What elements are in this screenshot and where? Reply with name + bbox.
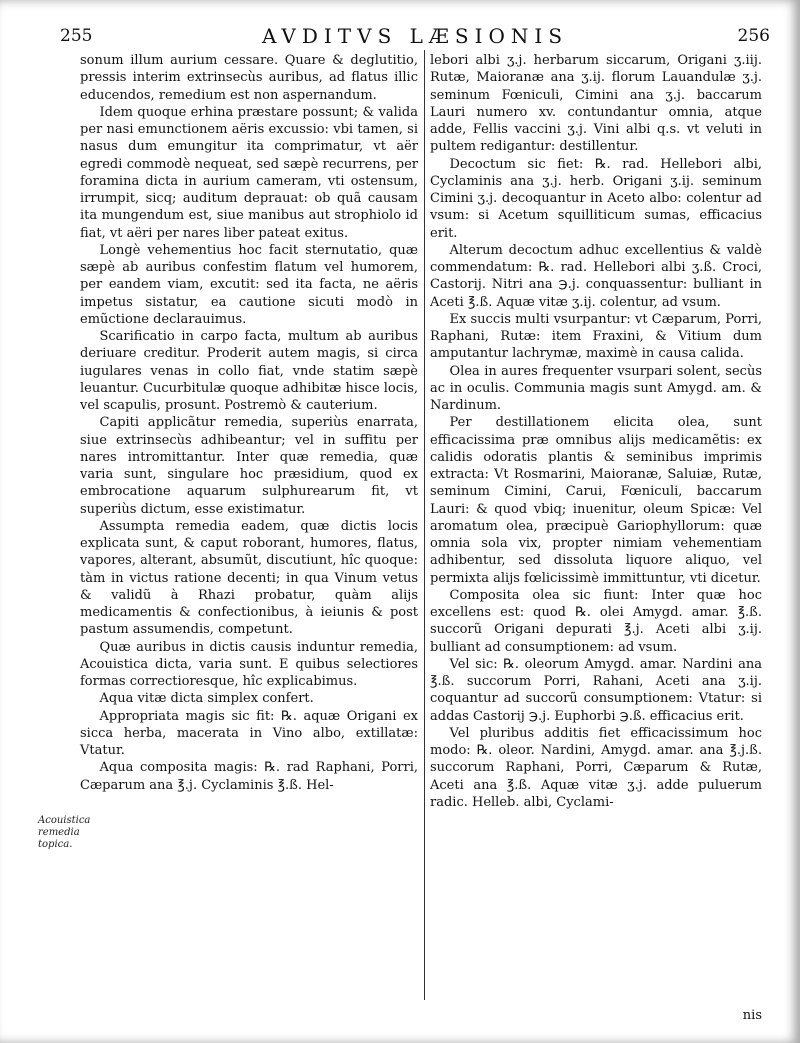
paragraph: Alterum decoctum adhuc excellentius & valdè commendatum: ℞. rad. Hellebori albi ʒ.ß. Croci, Castorij. Nitri ana ℈.j. conquassentur: bulliant in Aceti ℥.ß. Aquæ vitæ ʒ.ij. colentur, ad vsum.: [430, 242, 762, 310]
paragraph: Composita olea sic fiunt: Inter quæ hoc excellens est: quod ℞. olei Amygd. amar. ℥.ß. succorũ Origani depurati ℥.j. Aceti albi ʒ.ij. bulliant ad consumptionem: ad vsum.: [430, 587, 762, 655]
page-number-right: 256: [737, 26, 770, 46]
paragraph: Longè vehementius hoc facit sternutatio, quæ sæpè ab auribus confestim flatum vel humorem, per eandem viam, excutit: sed ita facta, ne aëris impetus sistatur, ea cautione sicuti modò in emũctione declarauimus.: [80, 242, 418, 327]
catchword: nis: [742, 1008, 762, 1023]
running-title: AVDITVS LÆSIONIS: [261, 24, 569, 48]
paragraph: Quæ auribus in dictis causis induntur remedia, Acouistica dicta, varia sunt. E quibus selectiores formas correctioresque, hîc explicabimus.: [80, 639, 418, 689]
paragraph: Vel pluribus additis fiet efficacissimum hoc modo: ℞. oleor. Nardini, Amygd. amar. ana ℥.j.ß. succorum Raphani, Porri, Cæparum & Rutæ, Aceti ana ℥.ß. Aquæ vitæ ʒ.j. adde puluerum radic. Helleb. albi, Cyclami-: [430, 725, 762, 810]
margin-note: Acouistica remedia topica.: [38, 815, 91, 850]
paragraph: Per destillationem elicita olea, sunt efficacissima præ omnibus alijs medicamẽtis: ex calidis odoratis plantis & seminibus imprimis extracta: Vt Rosmarini, Maioranæ, Saluiæ, Rutæ, seminum Cimini, Carui, Fœniculi, baccarum Lauri: & quod vbiq; inuenitur, oleum Spicæ: Vel aromatum olea, præcipuè Gariophyllorum: quæ omnia sola vix, propter nimiam vehementiam adhibentur, sed dissoluta liquore aliquo, vel permixta alijs fœlicissimè immittuntur, vti dicetur.: [430, 415, 762, 586]
left-column: [80, 52, 418, 794]
paragraph: Capiti applicãtur remedia, superiùs enarrata, siue extrinsecùs adhibeantur; vel in suffitu per nares intromittantur. Inter quæ remedia, quæ varia sunt, singulare hoc præsidium, quod ex embrocatione aquarum sulphurearum fit, vt superiùs dictum, esse existimatur.: [80, 415, 418, 517]
right-column: [430, 52, 762, 811]
paragraph: Vel sic: ℞. oleorum Amygd. amar. Nardini ana ℥.ß. succorum Porri, Rahani, Aceti ana ʒ.ij. coquantur ad succorũ consumptionem: Vtatur: si addas Castorij ℈.j. Euphorbi ℈.ß. efficacius erit.: [430, 656, 762, 724]
paragraph: Ex succis multi vsurpantur: vt Cæparum, Porri, Raphani, Rutæ: item Fraxini, & Vitium dum amputantur lachrymæ, maximè in causa calida.: [430, 311, 762, 362]
paragraph: Assumpta remedia eadem, quæ dictis locis explicata sunt, & caput roborant, humores, flatus, vapores, alterant, absumũt, discutiunt, hîc quoque: tàm in victus ratione decenti; in qua Vinum vetus & validũ à Rhazi probatur, quàm alijs medicamentis & confectionibus, à ieiunis & post pastum assumendis, competunt.: [80, 518, 418, 638]
paragraph: Idem quoque erhina præstare possunt; & valida per nasi emunctionem aëris excussio: vbi tamen, si nasus dum emungitur ita comprimatur, vt aër egredi commodè nequeat, sed sæpè recurrens, per foramina dicta in aurium cameram, vti ostensum, irrumpit, sicq; auditum deprauat: ob quã causam ita mungendum est, siue manibus aut strophiolo id fiat, vt aëri per nares liber pateat exitus.: [80, 104, 418, 241]
paragraph: lebori albi ʒ.j. herbarum siccarum, Origani ʒ.iij. Rutæ, Maioranæ ana ʒ.ij. florum Lauandulæ ʒ.j. seminum Fœniculi, Cimini ana ʒ.j. baccarum Lauri numero xv. contundantur omnia, atque adde, Fellis vaccini ʒ.j. Vini albi q.s. vt veluti in pultem redigantur: destillentur.: [430, 53, 762, 155]
paragraph: sonum illum aurium cessare. Quare & deglutitio, pressis interim extrinsecùs auribus, ad flatus illic educendos, remedium est non aspernandum.: [80, 53, 418, 103]
page-header: [60, 22, 770, 52]
paragraph: Aqua composita magis: ℞. rad Raphani, Porri, Cæparum ana ℥.j. Cyclaminis ℥.ß. Hel-: [80, 760, 418, 793]
paragraph: Olea in aures frequenter vsurpari solent, secùs ac in oculis. Communia magis sunt Amygd. am. & Nardinum.: [430, 363, 762, 413]
paragraph: Appropriata magis sic fit: ℞. aquæ Origani ex sicca herba, macerata in Vino albo, extillatæ: Vtatur.: [80, 708, 418, 758]
column-divider: [424, 50, 425, 1000]
paragraph: Decoctum sic fiet: ℞. rad. Hellebori albi, Cyclaminis ana ʒ.j. herb. Origani ʒ.ij. seminum Cimini ʒ.j. decoquantur in Aceto albo: colentur ad vsum: si Acetum squilliticum sumas, efficacius erit.: [430, 156, 762, 241]
paragraph: Scarificatio in carpo facta, multum ab auribus deriuare creditur. Proderit autem magis, si circa iugulares venas in collo fiat, vnde statim sæpè leuantur. Cucurbitulæ quoque adhibitæ hisce locis, vel scapulis, prosunt. Postremò & cauterium.: [80, 329, 418, 413]
paragraph: Aqua vitæ dicta simplex confert.: [99, 691, 314, 707]
page-number-left: 255: [60, 26, 93, 46]
